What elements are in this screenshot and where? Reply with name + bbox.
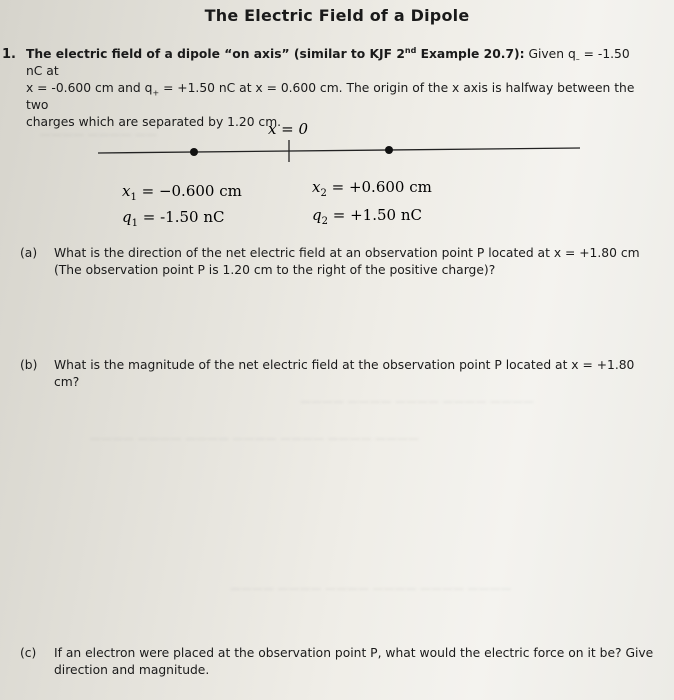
statement-line-1 (26, 46, 646, 80)
dipole-diagram (0, 110, 674, 235)
x-axis-line (98, 148, 580, 153)
part-a (20, 245, 660, 279)
part-b (20, 357, 660, 391)
bleed-through-text: ———— ———— ———— ———— ———— ———— ———— (90, 432, 419, 445)
statement-text: = +1.50 nC at x = 0.600 cm. The origin of the x axis is halfway between the two (26, 81, 635, 112)
statement-text: x = -0.600 cm and q (26, 81, 153, 95)
part-b-question: What is the magnitude of the net electric field at the observation point P located at x = +1.80 cm? (54, 358, 635, 389)
negative-charge-dot (190, 148, 198, 156)
part-c (20, 645, 660, 679)
q2-label: $q_2 = +1.50$ nC (312, 206, 422, 227)
statement-line-2 (26, 80, 646, 114)
bleed-through-text: ———— ———— ———— ———— ———— ———— (230, 582, 512, 595)
statement-line-3: charges which are separated by 1.20 cm. (26, 115, 282, 129)
statement-heading: The electric field of a dipole “on axis” (similar to KJF 2 (26, 47, 405, 61)
x1-label: $x_1 = -0.600$ cm (122, 182, 242, 203)
part-b-label: (b) (20, 358, 38, 372)
bleed-through-text: ———— ———— ———— ———— ———— (300, 395, 534, 408)
ordinal-superscript: nd (404, 45, 417, 55)
part-c-question: If an electron were placed at the observation point P, what would the electric force on it be? Give direction and magnitude. (54, 646, 654, 677)
origin-label: x = 0 (267, 120, 309, 138)
page-title: The Electric Field of a Dipole (204, 6, 470, 25)
statement-heading-end: Example 20.7): (416, 47, 525, 61)
bleed-through-text: ———— ———— —— (40, 128, 157, 141)
q1-label: $q_1 = -1.50$ nC (122, 208, 225, 229)
part-a-label: (a) (20, 246, 38, 260)
q-plus-subscript: + (152, 88, 160, 98)
given-text: Given q (524, 47, 576, 61)
question-number: 1. (2, 47, 16, 62)
x2-label: $x_2 = +0.600$ cm (312, 178, 432, 199)
q-minus-subscript: – (575, 54, 580, 64)
positive-charge-dot (385, 146, 393, 154)
part-c-label: (c) (20, 646, 37, 660)
given-value: = -1.50 nC at (26, 47, 630, 78)
part-a-question: What is the direction of the net electric field at an observation point P located at x = +1.80 cm (The observation point P is 1.20 cm to the right of the positive charge)? (54, 246, 640, 277)
